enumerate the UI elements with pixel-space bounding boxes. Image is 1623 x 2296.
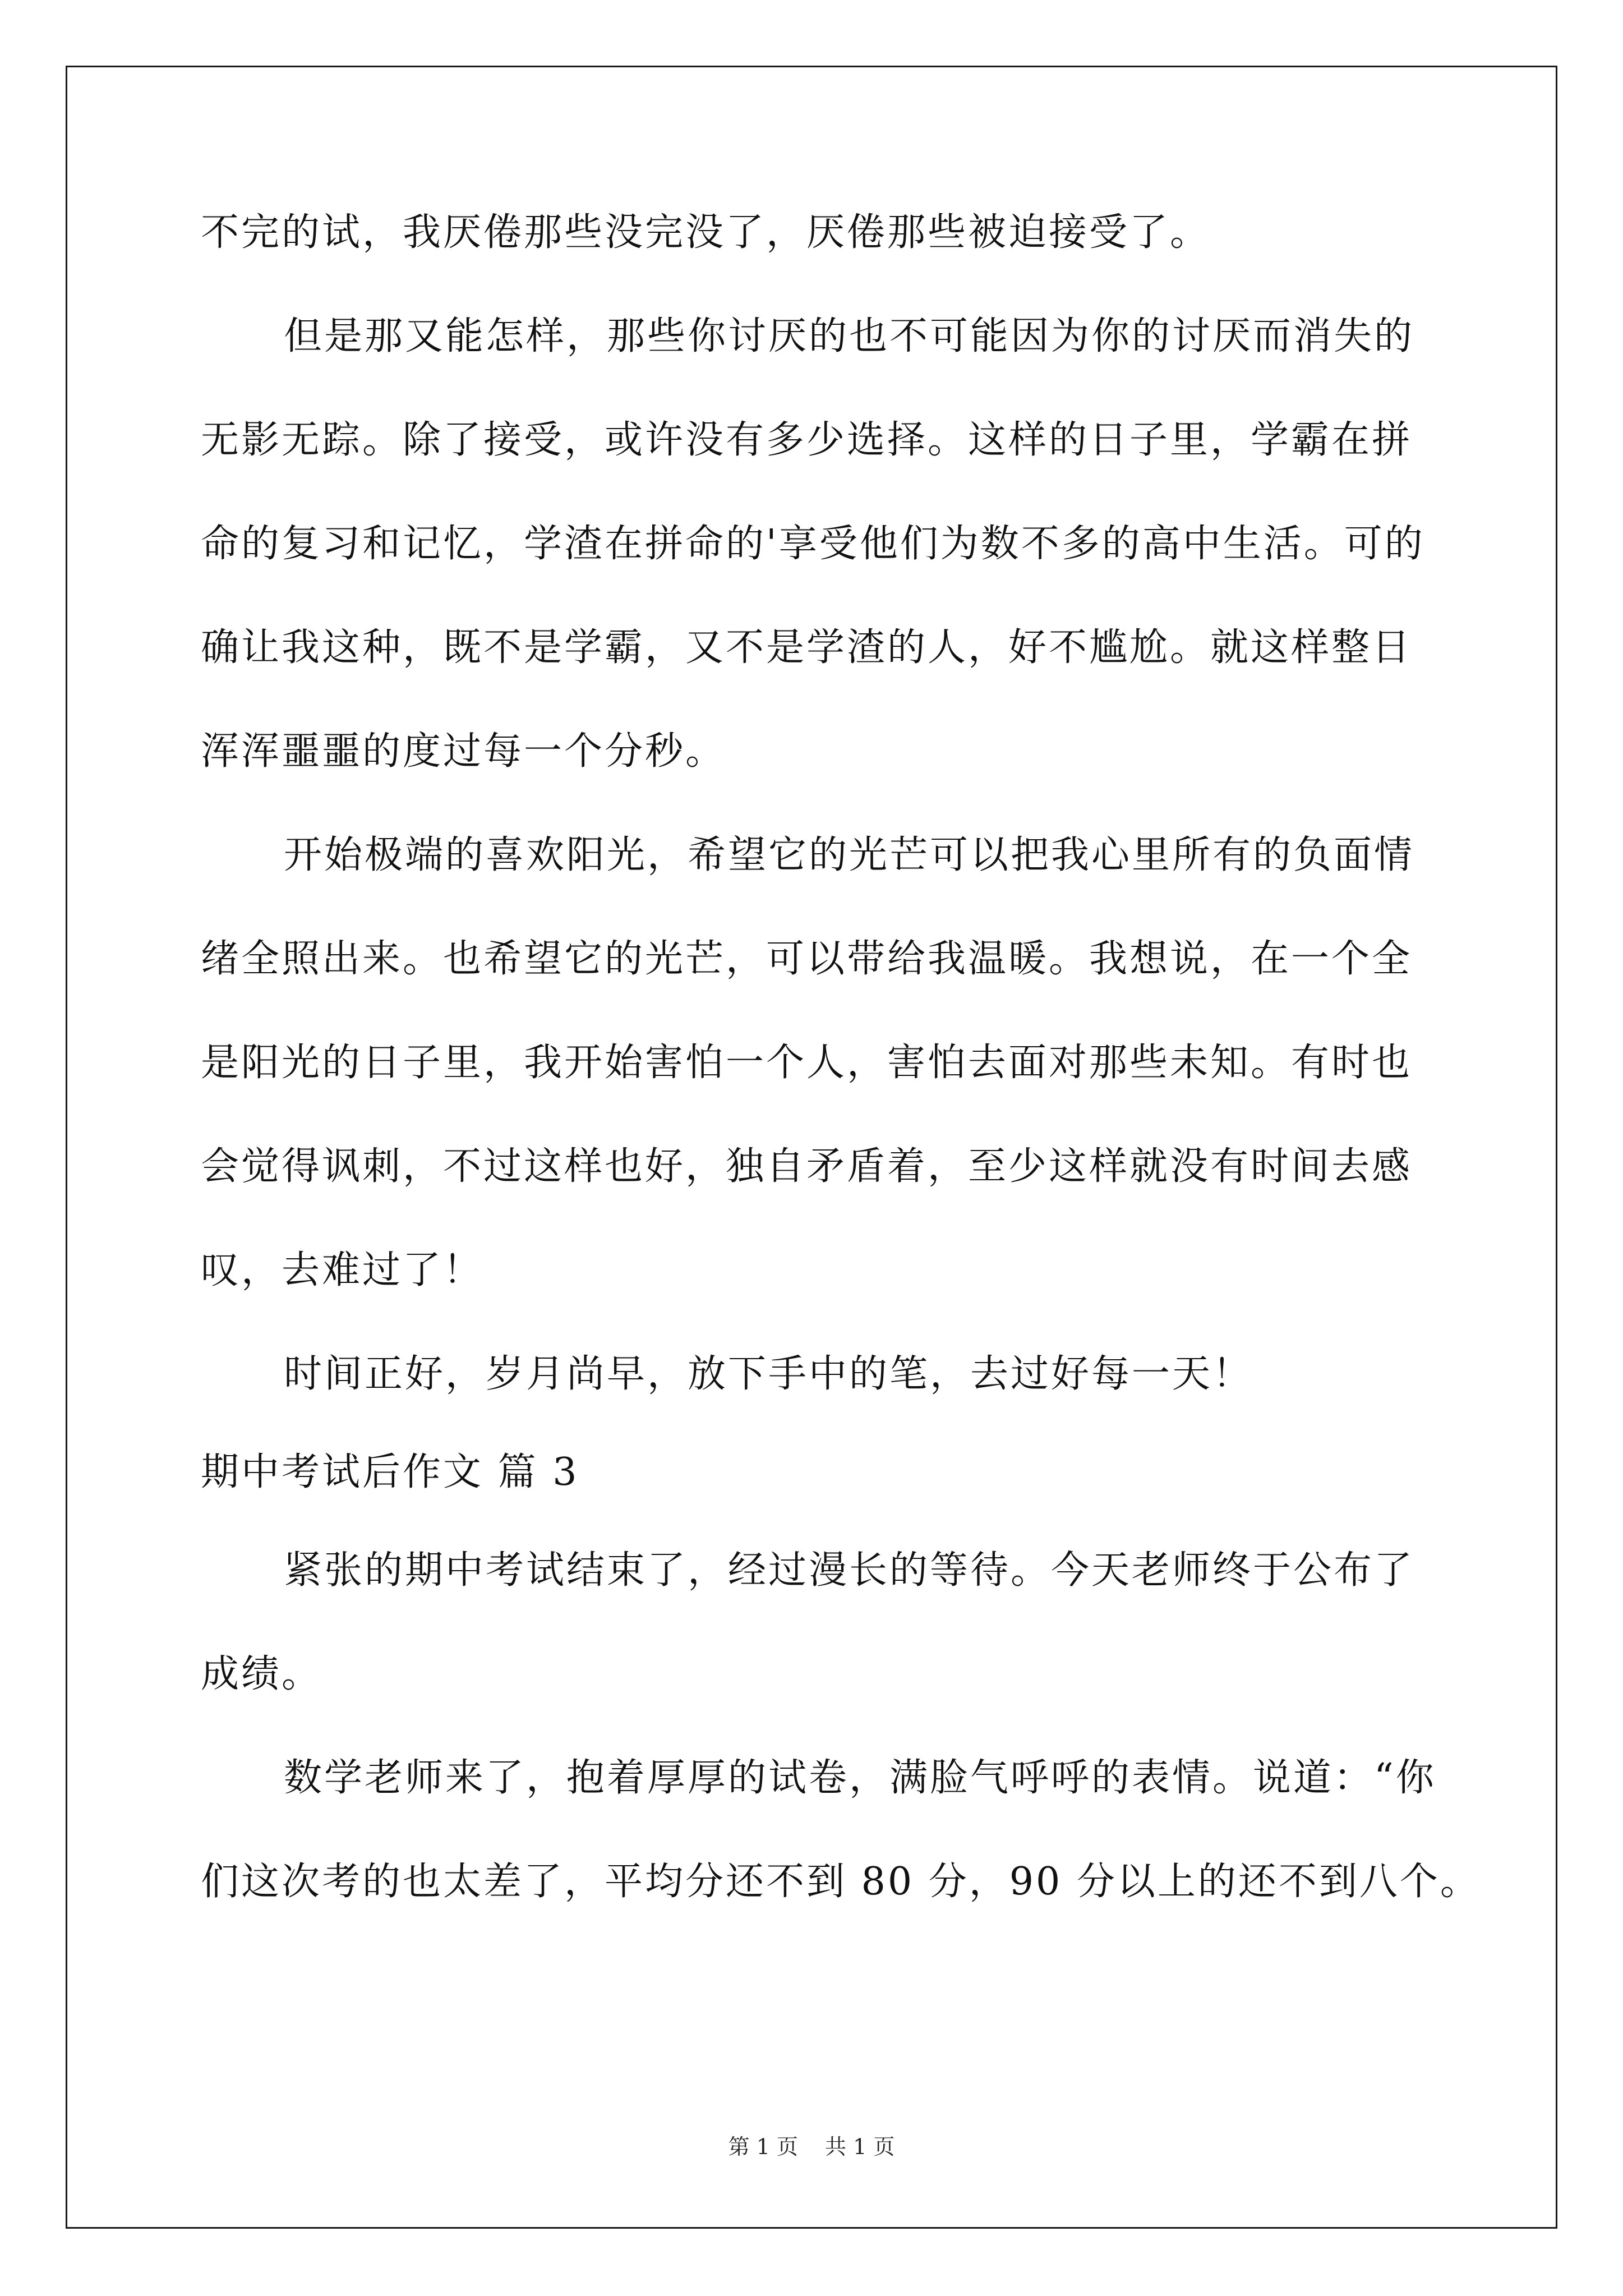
paragraph-line: 无影无踪。除了接受，或许没有多少选择。这样的日子里，学霸在拼 bbox=[201, 418, 1413, 462]
paragraph-line: 命的复习和记忆，学渣在拼命的'享受他们为数不多的高中生活。可的 bbox=[201, 522, 1425, 566]
section-heading: 期中考试后作文 篇 3 bbox=[201, 1450, 579, 1494]
paragraph-line: 浑浑噩噩的度过每一个分秒。 bbox=[201, 729, 726, 774]
paragraph-line: 开始极端的喜欢阳光，希望它的光芒可以把我心里所有的负面情 bbox=[284, 833, 1415, 877]
page-total: 共 1 页 bbox=[825, 2134, 895, 2159]
paragraph-line: 叹，去难过了！ bbox=[201, 1248, 484, 1292]
page-footer bbox=[0, 2133, 1623, 2161]
paragraph-line: 确让我这种，既不是学霸，又不是学渣的人，好不尴尬。就这样整日 bbox=[201, 625, 1413, 670]
paragraph-line: 数学老师来了，抱着厚厚的试卷，满脸气呼呼的表情。说道：“你 bbox=[284, 1756, 1436, 1800]
paragraph-line: 会觉得讽刺，不过这样也好，独自矛盾着，至少这样就没有时间去感 bbox=[201, 1144, 1413, 1189]
paragraph-line: 成绩。 bbox=[201, 1652, 322, 1696]
paragraph-line: 紧张的期中考试结束了，经过漫长的等待。今天老师终于公布了 bbox=[284, 1548, 1415, 1593]
page-number: 第 1 页 bbox=[728, 2134, 798, 2159]
paragraph-line: 时间正好，岁月尚早，放下手中的笔，去过好每一天！ bbox=[284, 1352, 1253, 1396]
paragraph-line: 绪全照出来。也希望它的光芒，可以带给我温暖。我想说，在一个全 bbox=[201, 937, 1413, 981]
paragraph-line: 们这次考的也太差了，平均分还不到 80 分，90 分以上的还不到八个。 bbox=[201, 1860, 1481, 1904]
paragraph-line: 是阳光的日子里，我开始害怕一个人，害怕去面对那些未知。有时也 bbox=[201, 1041, 1413, 1085]
paragraph-line: 但是那又能怎样，那些你讨厌的也不可能因为你的讨厌而消失的 bbox=[284, 314, 1415, 358]
paragraph-line: 不完的试，我厌倦那些没完没了，厌倦那些被迫接受了。 bbox=[201, 210, 1211, 255]
